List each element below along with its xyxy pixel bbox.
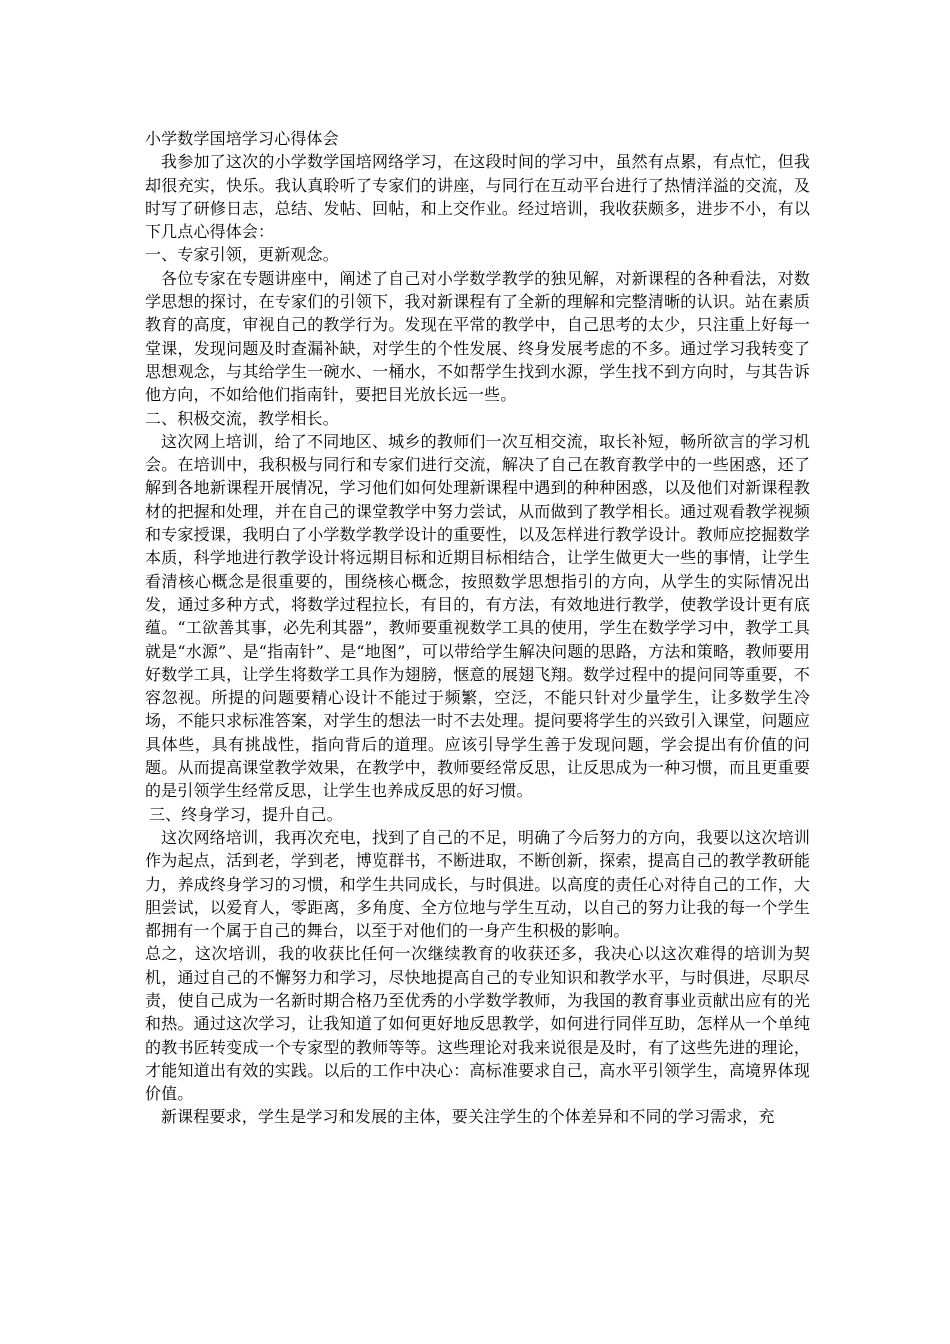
section-heading-3: 三、终身学习，提升自己。 <box>149 804 343 824</box>
section-heading-2: 二、积极交流，教学相长。 <box>145 408 339 428</box>
section-heading-1: 一、专家引领，更新观念。 <box>145 245 339 265</box>
document-title: 小学数学国培学习心得体会 <box>145 129 339 148</box>
paragraph-closing: 新课程要求，学生是学习和发展的主体，要关注学生的个体差异和不同的学习需求，充 <box>161 1107 775 1127</box>
paragraph-summary: 总之，这次培训，我的收获比任何一次继续教育的收获还多，我决心以这次难得的培训为契机，通过自己的不懈努力和学习，尽快地提高自己的专业知识和教学水平，与时俱进，尽职尽责，使自己成为一名新时期合格乃至优秀的小学数学教师，为我国的教育事业贡献出应有的光和热。通过这次学习，让我知道了如何更好地反思教学，如何进行同伴互助，怎样从一个单纯的教书匠转变成一个专家型的教师等等。这些理论对我来说很是及时，有了这些先进的理论，才能知道出有效的实践。以后的工作中决心：高标准要求自己，高水平引领学生，高境界体现价值。 <box>145 944 810 1104</box>
paragraph-section-2: 这次网上培训，给了不同地区、城乡的教师们一次互相交流，取长补短，畅所欲言的学习机会。在培训中，我积极与同行和专家们进行交流，解决了自己在教育教学中的一些困惑，还了解到各地新课程开展情况，学习他们如何处理新课程中遇到的种种困惑，以及他们对新课程教材的把握和处理，并在自己的课堂教学中努力尝试，从而做到了教学相长。通过观看教学视频和专家授课，我明白了小学数学教学设计的重要性，以及怎样进行教学设计。教师应挖掘数学本质，科学地进行教学设计将远期目标和近期目标相结合，让学生做更大一些的事情，让学生看清核心概念是很重要的，围绕核心概念，按照数学思想指引的方向，从学生的实际情况出发，通过多种方式，将数学过程拉长，有目的，有方法，有效地进行教学，使教学设计更有底蕴。“工欲善其事，必先利其器”，教师要重视数学工具的使用，学生在数学学习中，教学工具就是“水源”、是“指南针”、是“地图”，可以带给学生解决问题的思路，方法和策略，教师要用好数学工具，让学生将数学工具作为翅膀，惬意的展翅飞翔。数学过程中的提问同等重要，不容忽视。所提的问题要精心设计不能过于频繁，空泛，不能只针对少量学生，让多数学生冷场，不能只求标准答案，对学生的想法一时不去处理。提问要将学生的兴致引入课堂，问题应具体些，具有挑战性，指向背后的道理。应该引导学生善于发现问题，学会提出有价值的问题。从而提高课堂教学效果，在教学中，教师要经常反思，让反思成为一种习惯，而且更重要的是引领学生经常反思，让学生也养成反思的好习惯。 <box>145 431 810 801</box>
document-body <box>145 127 810 1129</box>
paragraph-section-1: 各位专家在专题讲座中，阐述了自己对小学数学教学的独见解，对新课程的各种看法，对数学思想的探讨，在专家们的引领下，我对新课程有了全新的理解和完整清晰的认识。站在素质教育的高度，审视自己的教学行为。发现在平常的教学中，自己思考的太少，只注重上好每一堂课，发现问题及时查漏补缺，对学生的个性发展、终身发展考虑的不多。通过学习我转变了思想观念，与其给学生一碗水、一桶水，不如帮学生找到水源，学生找不到方向时，与其告诉他方向，不如给他们指南针，要把目光放长远一些。 <box>145 268 810 405</box>
paragraph-intro: 我参加了这次的小学数学国培网络学习，在这段时间的学习中，虽然有点累，有点忙，但我却很充实，快乐。我认真聆听了专家们的讲座，与同行在互动平台进行了热情洋溢的交流，及时写了研修日志，总结、发帖、回帖，和上交作业。经过培训，我收获颇多，进步不小，有以下几点心得体会： <box>145 152 810 242</box>
paragraph-section-3: 这次网络培训，我再次充电，找到了自己的不足，明确了今后努力的方向，我要以这次培训作为起点，活到老，学到老，博览群书，不断进取，不断创新，探索，提高自己的教学教研能力，养成终身学习的习惯，和学生共同成长，与时俱进。以高度的责任心对待自己的工作，大胆尝试，以爱育人，零距离，多角度、全方位地与学生互动，以自己的努力让我的每一个学生都拥有一个属于自己的舞台，以至于对他们的一身产生积极的影响。 <box>145 827 810 941</box>
